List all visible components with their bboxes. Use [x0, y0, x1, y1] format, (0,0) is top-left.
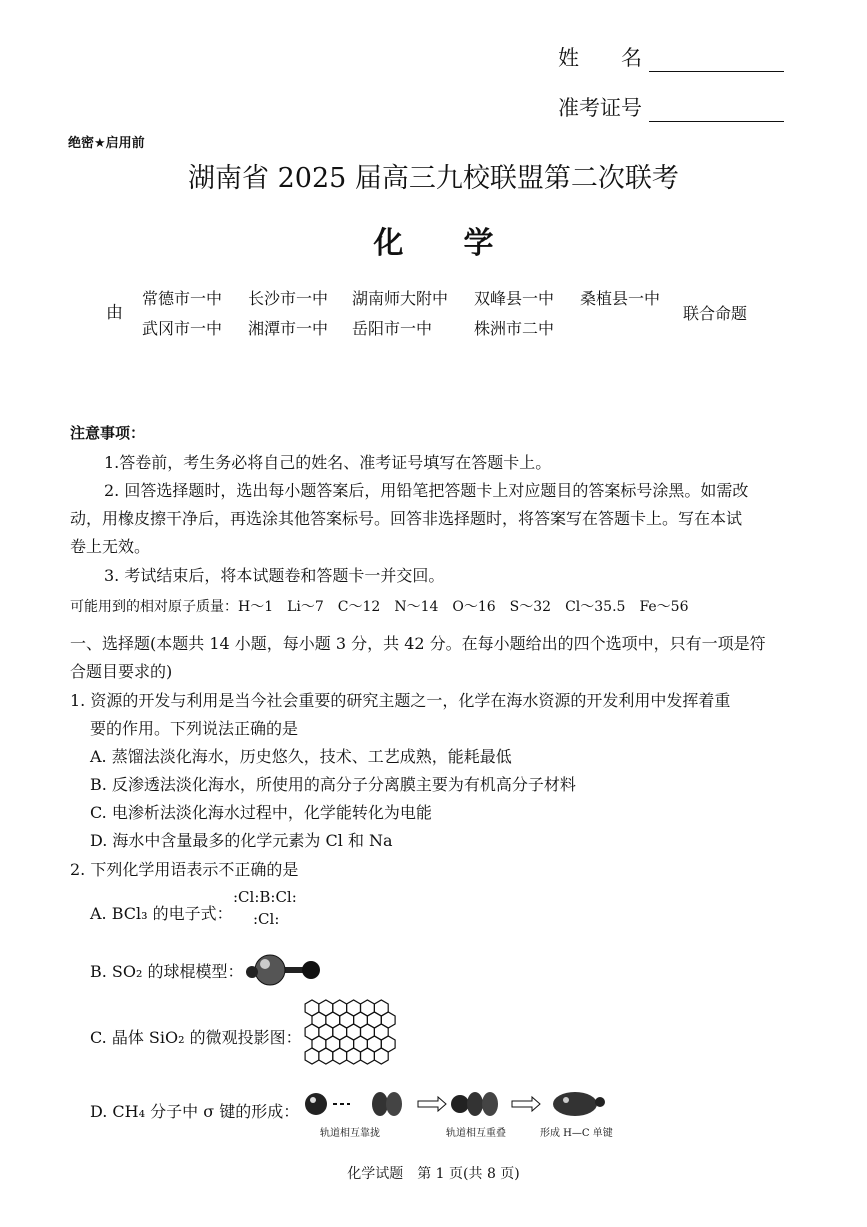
lattice-hexagon [374, 1048, 388, 1064]
q1-option-d[interactable]: D. 海水中含量最多的化学元素为 Cl 和 Na [90, 831, 393, 850]
q2-stem: 2. 下列化学用语表示不正确的是 [70, 860, 299, 879]
q1-option-b[interactable]: B. 反渗透法淡化海水，所使用的高分子分离膜主要为有机高分子材料 [90, 775, 576, 794]
q2-option-c[interactable]: C. 晶体 SiO₂ 的微观投影图： [90, 1028, 302, 1047]
school-name: 湖南师大附中 [352, 289, 449, 308]
sio2-projection-diagram [302, 998, 412, 1078]
exam-id-field-row [558, 92, 784, 122]
name-input-line[interactable] [649, 70, 784, 72]
lattice-hexagon [333, 1048, 347, 1064]
q1-option-a[interactable]: A. 蒸馏法淡化海水，历史悠久，技术、工艺成熟，能耗最低 [90, 747, 512, 766]
atomic-masses: 可能用到的相对原子质量：H～1 Li～7 C～12 N～14 O～16 S～32 Cl～35.5 Fe～56 [70, 599, 689, 615]
q2-option-b[interactable]: B. SO₂ 的球棍模型： [90, 962, 244, 981]
exam-title: 湖南省 2025 届高三九校联盟第二次联考 [188, 163, 679, 194]
lattice-hexagon [319, 1048, 333, 1064]
school-name: 长沙市一中 [248, 289, 329, 308]
q1-stem-cont: 要的作用。下列说法正确的是 [90, 719, 299, 738]
school-name: 武冈市一中 [142, 319, 223, 338]
q1-stem: 1. 资源的开发与利用是当今社会重要的研究主题之一，化学在海水资源的开发利用中发挥着重 [70, 691, 731, 710]
schools-by: 由 [106, 303, 123, 323]
schools-row-1 [142, 286, 660, 309]
school-name: 株洲市二中 [474, 319, 555, 338]
exam-id-input-line[interactable] [649, 120, 784, 122]
joint-label: 联合命题 [683, 304, 748, 323]
q2-option-a[interactable]: A. BCl₃ 的电子式： [90, 904, 233, 923]
school-name: 桑植县一中 [580, 289, 661, 308]
notice-item: 卷上无效。 [70, 537, 151, 556]
page-footer: 化学试题 第 1 页(共 8 页) [347, 1166, 520, 1182]
bcl3-electron-formula-bottom: :Cl: [253, 910, 280, 928]
subject-title: 化 学 [373, 226, 494, 261]
sigma-caption-2: 轨道相互重叠 [446, 1128, 506, 1139]
notice-item: 1.答卷前，考生务必将自己的姓名、准考证号填写在答题卡上。 [104, 453, 552, 472]
sigma-caption-1: 轨道相互靠拢 [320, 1128, 380, 1139]
section-heading: 一、选择题(本题共 14 小题，每小题 3 分，共 42 分。在每小题给出的四个选项中，只有一项是符 [70, 634, 766, 653]
lattice-hexagon [305, 1048, 319, 1064]
so2-ball-stick-model [240, 950, 330, 990]
lattice-hexagon [361, 1048, 375, 1064]
section-heading-cont: 合题目要求的) [70, 662, 173, 681]
notice-item: 2. 回答选择题时，选出每小题答案后，用铅笔把答题卡上对应题目的答案标号涂黑。如需改 [104, 481, 749, 500]
school-name: 双峰县一中 [474, 289, 555, 308]
notice-heading: 注意事项： [70, 424, 146, 442]
name-label: 姓 名 [558, 46, 642, 70]
q1-option-c[interactable]: C. 电渗析法淡化海水过程中，化学能转化为电能 [90, 803, 432, 822]
sigma-caption-3: 形成 H—C 单键 [540, 1128, 613, 1139]
exam-id-label: 准考证号 [558, 96, 642, 120]
school-name: 湘潭市一中 [248, 319, 329, 338]
q2-option-d[interactable]: D. CH₄ 分子中 σ 键的形成： [90, 1102, 300, 1121]
school-name: 岳阳市一中 [352, 319, 433, 338]
schools-row-2 [142, 316, 554, 339]
bcl3-electron-formula: :Cl:B:Cl: [233, 888, 297, 906]
lattice-hexagon [347, 1048, 361, 1064]
school-name: 常德市一中 [142, 289, 223, 308]
secret-mark: 绝密★启用前 [68, 136, 145, 151]
name-field-row [558, 42, 784, 72]
notice-item: 3. 考试结束后，将本试题卷和答题卡一并交回。 [104, 566, 445, 585]
notice-item: 动，用橡皮擦干净后，再选涂其他答案标号。回答非选择题时，将答案写在答题卡上。写在本试 [70, 509, 743, 528]
